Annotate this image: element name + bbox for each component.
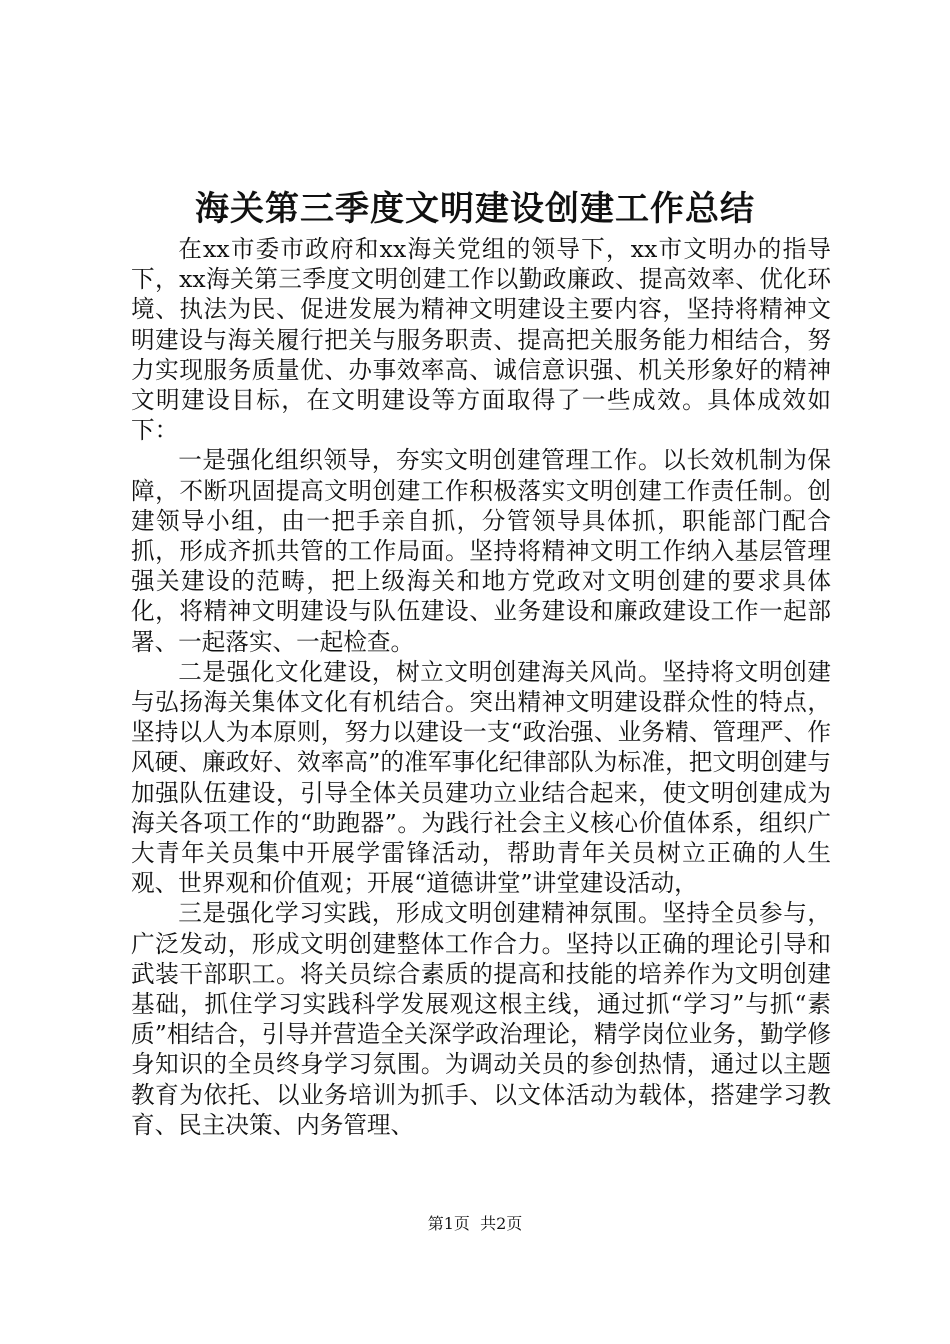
total-pages: 共2页 [480, 1214, 523, 1233]
paragraph-organization: 一是强化组织领导，夯实文明创建管理工作。以长效机制为保障，不断巩固提高文明创建工作积极落实文明创建工作责任制。创建领导小组，由一把手亲自抓，分管领导具体抓，职能部门配合抓，形成齐抓共管的工作局面。坚持将精神文明工作纳入基层管理强关建设的范畴，把上级海关和地方党政对文明创建的要求具体化，将精神文明建设与队伍建设、业务建设和廉政建设工作一起部署、一起落实、一起检查。 [131, 446, 831, 656]
document-title: 海关第三季度文明建设创建工作总结 [195, 189, 755, 229]
page-footer [0, 1214, 950, 1234]
paragraph-learning: 三是强化学习实践，形成文明创建精神氛围。坚持全员参与，广泛发动，形成文明创建整体工作合力。坚持以正确的理论引导和武装干部职工。将关员综合素质的提高和技能的培养作为文明创建基础，抓住学习实践科学发展观这根主线，通过抓“学习”与抓“素质”相结合，引导并营造全关深学政治理论，精学岗位业务，勤学修身知识的全员终身学习氛围。为调动关员的参创热情，通过以主题教育为依托、以业务培训为抓手、以文体活动为载体，搭建学习教育、民主决策、内务管理、 [131, 899, 831, 1139]
paragraph-intro: 在xx市委市政府和xx海关党组的领导下，xx市文明办的指导下，xx海关第三季度文明创建工作以勤政廉政、提高效率、优化环境、执法为民、促进发展为精神文明建设主要内容，坚持将精神文明建设与海关履行把关与服务职责、提高把关服务能力相结合，努力实现服务质量优、办事效率高、诚信意识强、机关形象好的精神文明建设目标，在文明建设等方面取得了一些成效。具体成效如下： [131, 235, 831, 445]
paragraph-culture: 二是强化文化建设，树立文明创建海关风尚。坚持将文明创建与弘扬海关集体文化有机结合。突出精神文明建设群众性的特点，坚持以人为本原则，努力以建设一支“政治强、业务精、管理严、作风硬、廉政好、效率高”的准军事化纪律部队为标准，把文明创建与加强队伍建设，引导全体关员建功立业结合起来，使文明创建成为海关各项工作的“助跑器”。为践行社会主义核心价值体系，组织广大青年关员集中开展学雷锋活动，帮助青年关员树立正确的人生观、世界观和价值观；开展“道德讲堂”讲堂建设活动， [131, 657, 831, 898]
page-number: 第1页 [427, 1214, 470, 1233]
footer-gap [470, 1214, 480, 1233]
document-body [131, 234, 831, 1140]
